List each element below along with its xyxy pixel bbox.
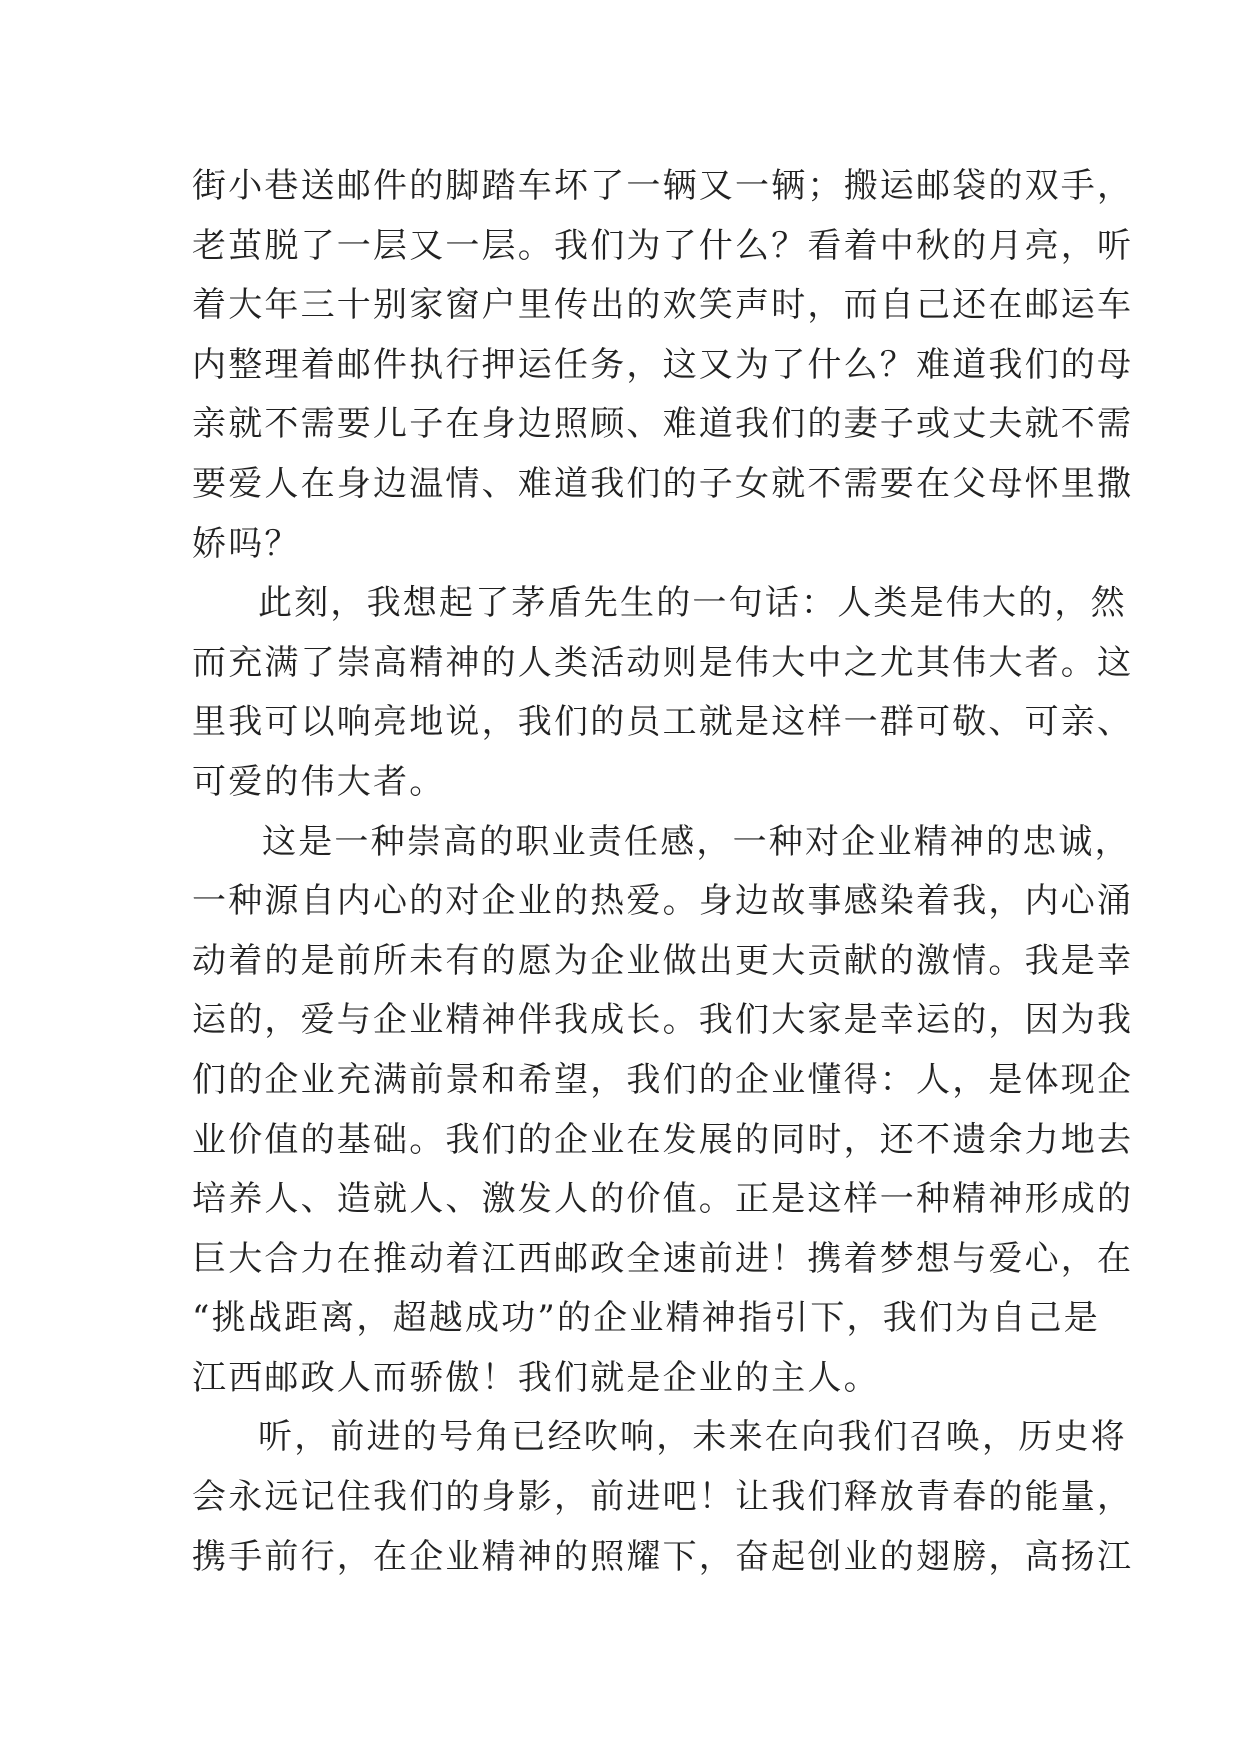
text-line: 动着的是前所未有的愿为企业做出更大贡献的激情。我是幸 <box>192 940 1134 981</box>
text-line: 会永远记住我们的身影，前进吧！让我们释放青春的能量， <box>192 1477 1134 1518</box>
text-line: 业价值的基础。我们的企业在发展的同时，还不遗余力地去 <box>192 1119 1134 1160</box>
text-line: “挑战距离，超越成功”的企业精神指引下，我们为自己是 <box>192 1298 1100 1339</box>
text-line: 携手前行，在企业精神的照耀下，奋起创业的翅膀，高扬江 <box>192 1536 1134 1577</box>
paragraph-start-line: 这是一种崇高的职业责任感，一种对企业精神的忠诚， <box>262 821 1131 862</box>
text-line: 一种源自内心的对企业的热爱。身边故事感染着我，内心涌 <box>192 881 1134 922</box>
text-line: 巨大合力在推动着江西邮政全速前进！携着梦想与爱心，在 <box>192 1238 1134 1279</box>
text-line: 可爱的伟大者。 <box>192 761 446 802</box>
text-line: 培养人、造就人、激发人的价值。正是这样一种精神形成的 <box>192 1179 1134 1220</box>
text-line: 里我可以响亮地说，我们的员工就是这样一群可敬、可亲、 <box>192 702 1134 743</box>
paragraph-start-line: 此刻，我想起了茅盾先生的一句话：人类是伟大的，然 <box>258 583 1127 624</box>
document-body <box>192 157 1134 1587</box>
text-line: 内整理着邮件执行押运任务，这又为了什么？难道我们的母 <box>192 344 1134 385</box>
text-line: 老茧脱了一层又一层。我们为了什么？看着中秋的月亮，听 <box>192 225 1134 266</box>
text-line: 们的企业充满前景和希望，我们的企业懂得：人，是体现企 <box>192 1059 1134 1100</box>
text-line: 运的，爱与企业精神伴我成长。我们大家是幸运的，因为我 <box>192 1000 1134 1041</box>
text-line: 而充满了崇高精神的人类活动则是伟大中之尤其伟大者。这 <box>192 642 1134 683</box>
text-line: 娇吗？ <box>192 523 301 564</box>
text-line: 着大年三十别家窗户里传出的欢笑声时，而自己还在邮运车 <box>192 285 1134 326</box>
paragraph-start-line: 听，前进的号角已经吹响，未来在向我们召唤，历史将 <box>258 1417 1127 1458</box>
text-line: 要爱人在身边温情、难道我们的子女就不需要在父母怀里撒 <box>192 463 1134 504</box>
text-line: 街小巷送邮件的脚踏车坏了一辆又一辆；搬运邮袋的双手， <box>192 166 1134 206</box>
text-line: 江西邮政人而骄傲！我们就是企业的主人。 <box>192 1357 880 1398</box>
text-line: 亲就不需要儿子在身边照顾、难道我们的妻子或丈夫就不需 <box>192 404 1134 445</box>
